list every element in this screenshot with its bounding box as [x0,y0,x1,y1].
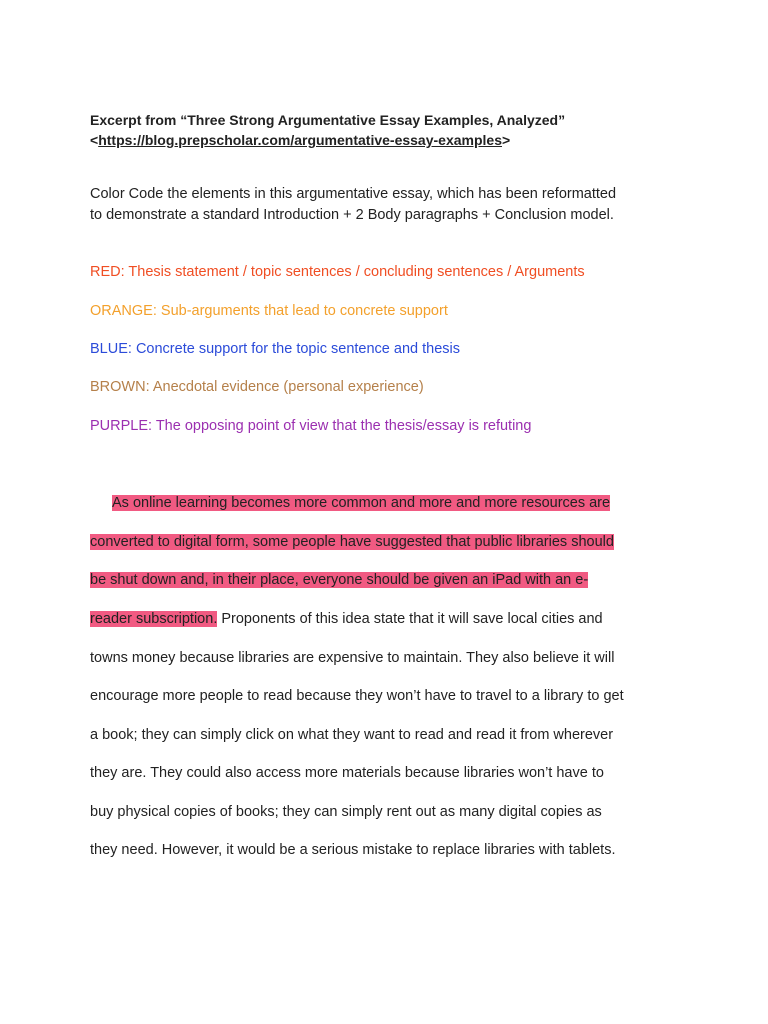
color-key-red-label: RED: [90,264,125,280]
color-key-purple-text: The opposing point of view that the thesis/essay is refuting [152,418,532,434]
color-key-red-text: Thesis statement / topic sentences / concluding sentences / Arguments [124,264,585,280]
source-line [90,130,690,150]
essay-line-8: they are. They could also access more materials because libraries won’t have to [90,765,604,781]
source-link[interactable]: https://blog.prepscholar.com/argumentative-essay-examples [98,132,502,148]
essay-line-4 [90,608,603,630]
color-key-red [90,262,710,282]
essay-line-2 [90,531,614,553]
essay-line-1 [112,492,610,514]
essay-text: Proponents of this idea state that it will save local cities and [217,611,603,627]
thesis-highlight: reader subscription. [90,611,218,627]
thesis-highlight: be shut down and, in their place, everyone should be given an iPad with an e- [90,572,589,588]
color-key-purple [90,416,710,436]
instructions-line-2: to demonstrate a standard Introduction + 2 Body paragraphs + Conclusion model. [90,207,614,223]
color-key-orange-text: Sub-arguments that lead to concrete support [156,303,448,319]
color-key-brown [90,377,710,397]
color-key-brown-text: Anecdotal evidence (personal experience) [149,379,424,395]
color-key-blue [90,339,710,359]
essay-line-7: a book; they can simply click on what they want to read and read it from wherever [90,727,614,743]
thesis-highlight: As online learning becomes more common and more and more resources are [112,495,611,511]
instructions-line-1: Color Code the elements in this argumentative essay, which has been reformatted [90,186,617,202]
essay-line-3 [90,569,588,591]
link-close-bracket: > [501,132,511,148]
essay-line-6: encourage more people to read because they won’t have to travel to a library to get [90,688,624,704]
essay-line-9: buy physical copies of books; they can simply rent out as many digital copies as [90,804,602,820]
color-key-blue-text: Concrete support for the topic sentence and thesis [131,341,460,357]
excerpt-header [90,110,690,150]
color-key-blue-label: BLUE: [90,341,132,357]
color-key-orange [90,301,710,321]
color-key-orange-label: ORANGE: [90,303,157,319]
essay-line-10: they need. However, it would be a serious mistake to replace libraries with tablets. [90,842,616,858]
instructions [90,184,690,226]
excerpt-title: Excerpt from “Three Strong Argumentative Essay Examples, Analyzed” [90,112,566,128]
color-key-brown-label: BROWN: [90,379,150,395]
link-open-bracket: < [90,132,99,148]
essay-line-5: towns money because libraries are expensive to maintain. They also believe it will [90,650,615,666]
thesis-highlight: converted to digital form, some people have suggested that public libraries should [90,534,614,550]
color-key-purple-label: PURPLE: [90,418,153,434]
